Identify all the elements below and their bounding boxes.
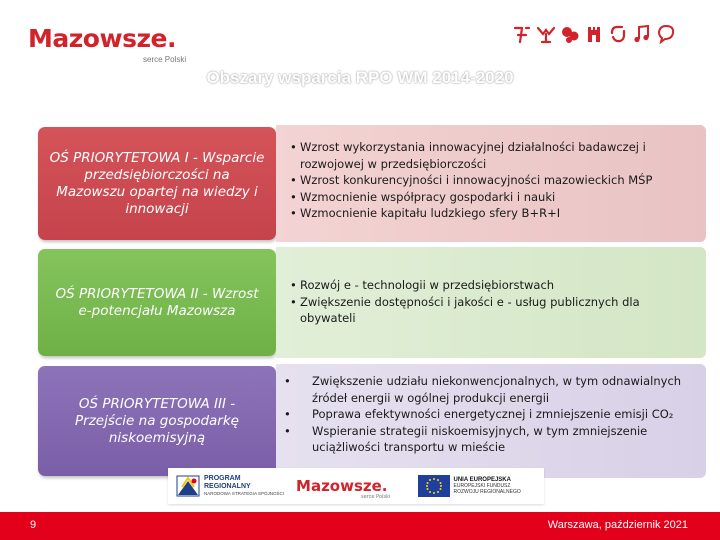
mazowsze-partner-logo [296, 476, 391, 500]
priority-axis-1-label: OŚ PRIORYTETOWA I - Wsparcie przedsiębiorczości na Mazowszu opartej na wiedzy i innowacji [38, 127, 276, 240]
partner-logos-bar [168, 468, 544, 504]
bullet-text: Zwiększenie dostępności i jakości e - usług publicznych dla obywateli [300, 294, 640, 325]
eu-line-2: ROZWOJU REGIONALNEGO [453, 489, 521, 495]
eu-title: UNIA EUROPEJSKA [453, 477, 511, 483]
list-item: • Wzrost wykorzystania innowacyjnej działalności badawczej i rozwojowej w przedsiębiorczości [290, 139, 696, 172]
bullet-text: Rozwój e - technologii w przedsiębiorstwach [300, 278, 555, 292]
bullet-text: Poprawa efektywności energetycznej i zmniejszenie emisji CO₂ [312, 407, 674, 421]
bird-icon [536, 22, 556, 46]
header-icon-strip [512, 22, 676, 46]
program-sub: NARODOWA STRATEGIA SPÓJNOŚCI [204, 491, 285, 496]
logo-text: Mazowsze. [28, 24, 176, 53]
program-regionalny-emblem-icon [176, 475, 200, 497]
bullet-text: Zwiększenie udziału niekonwencjonalnych, w tym odnawialnych źródeł energii w ogólnej produkcji energii [312, 374, 682, 405]
list-item: • Wzrost konkurencyjności i innowacyjności mazowieckich MŚP [290, 173, 653, 187]
slide-title: Obszary wsparcia RPO WM 2014-2020 [206, 68, 514, 87]
priority-axis-2-label: OŚ PRIORYTETOWA II - Wzrost e-potencjału Mazowsza [38, 249, 276, 356]
bullet-text: Wzrost wykorzystania innowacyjnej działalności badawczej i rozwojowej w przedsiębiorczości [300, 140, 646, 171]
bullet-text: Wzmocnienie kapitału ludzkiego sfery B+R+I [300, 206, 561, 220]
bullet-text: Wspieranie strategii niskoemisyjnych, w tym zmniejszenie uciążliwości transportu w mieście [312, 423, 648, 454]
page-number: 9 [30, 519, 37, 531]
priority-axis-2-details [276, 247, 706, 358]
list-item: • Wzmocnienie współpracy gospodarki i nauki [290, 189, 556, 204]
mazowsze-logo [28, 24, 187, 64]
list-item: • Zwiększenie dostępności i jakości e - usług publicznych dla obywateli [290, 294, 696, 327]
bullet-text: Wzrost konkurencyjności i innowacyjności mazowieckich MŚP [300, 173, 653, 187]
priority-axis-3-label: OŚ PRIORYTETOWA III - Przejście na gospodarkę niskoemisyjną [38, 366, 276, 476]
eu-logo [418, 475, 521, 497]
eu-line-1: EUROPEJSKI FUNDUSZ [453, 483, 511, 489]
priority-axis-3-details [276, 364, 706, 478]
speech-icon [656, 22, 676, 46]
list-item: • Rozwój e - technologii w przedsiębiorstwach [290, 278, 555, 292]
mazowsze-partner-subtext: serce Polski [361, 493, 391, 500]
list-item: • Poprawa efektywności energetycznej i zmniejszenie emisji CO₂ [284, 407, 674, 421]
eu-flag-icon [418, 475, 450, 497]
list-item: • Zwiększenie udziału niekonwencjonalnych, w tym odnawialnych źródeł energii w ogólnej produkcji energii [284, 373, 696, 406]
program-line-2: REGIONALNY [204, 483, 251, 490]
program-line-1: PROGRAM [204, 475, 241, 482]
priority-axis-1-details [276, 125, 706, 242]
list-item: • Wzmocnienie kapitału ludzkiego sfery B+R+I [290, 206, 561, 220]
cyclist-icon [512, 22, 532, 46]
music-note-icon [632, 22, 652, 46]
list-item: • Wspieranie strategii niskoemisyjnych, w tym zmniejszenie uciążliwości transportu w mieście [284, 423, 696, 456]
program-regionalny-logo [176, 475, 284, 497]
logo-subtext: serce Polski [143, 55, 187, 64]
hand-icon [608, 22, 628, 46]
castle-icon [584, 22, 604, 46]
bullet-text: Wzmocnienie współpracy gospodarki i nauki [300, 189, 556, 204]
mazowsze-partner-text: Mazowsze. [296, 476, 388, 495]
bubbles-icon [560, 22, 580, 46]
footer-bar [0, 512, 720, 540]
footer-date: Warszawa, październik 2021 [547, 519, 688, 531]
